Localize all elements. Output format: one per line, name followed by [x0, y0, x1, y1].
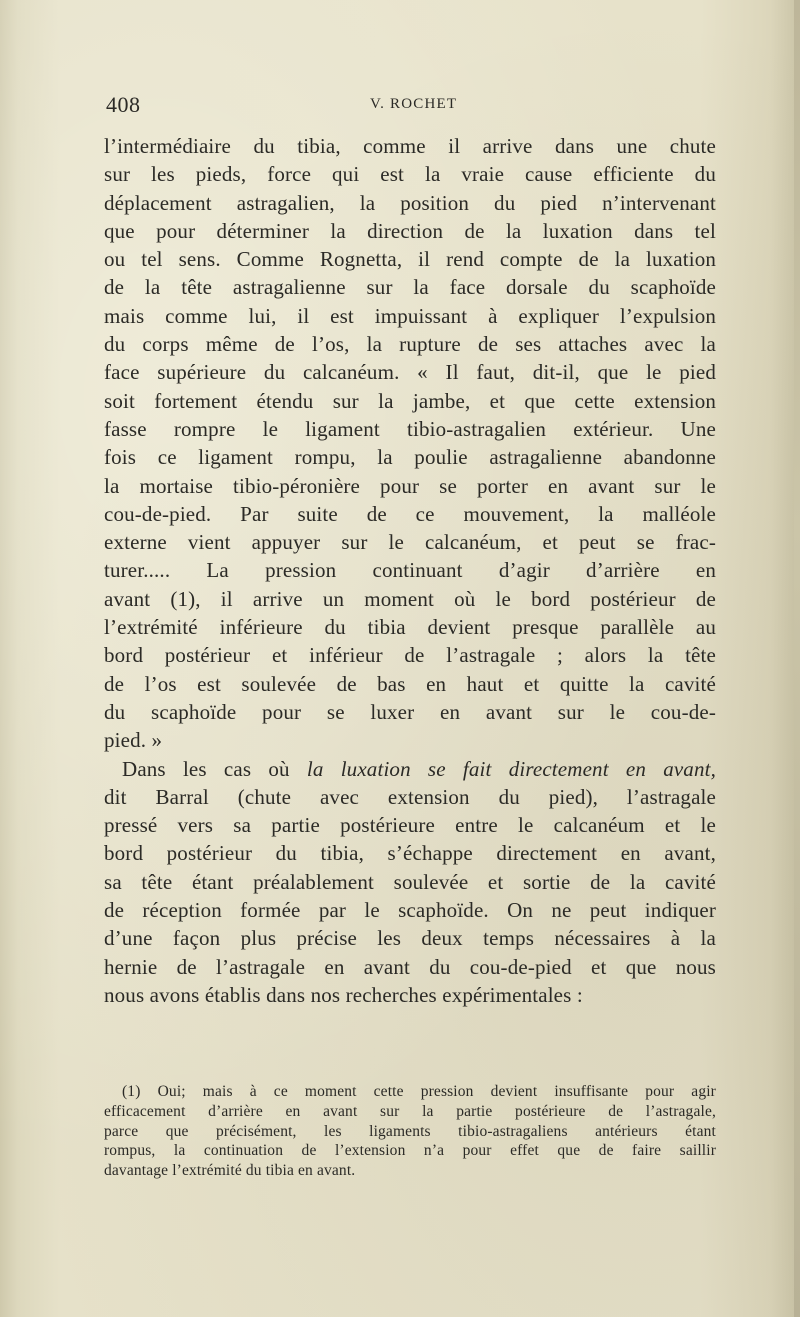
text-line: nous avons établis dans nos recherches expérimentales :: [104, 982, 583, 1007]
footnote-line: (1) Oui; mais à ce moment cette pression devient insuffisante pour agir: [122, 1083, 716, 1100]
text-line: cou-de-pied. Par suite de ce mouvement, la malléole: [104, 501, 716, 526]
text-line: sa tête étant préalablement soulevée et sortie de la cavité: [104, 869, 716, 894]
text-line: de l’os est soulevée de bas en haut et quitte la cavité: [104, 671, 716, 696]
text-line: la mortaise tibio-péronière pour se porter en avant sur le: [104, 473, 716, 498]
text-line: fasse rompre le ligament tibio-astragalien extérieur. Une: [104, 416, 716, 441]
text-line: bord postérieur et inférieur de l’astragale ; alors la tête: [104, 643, 716, 668]
page-number: 408: [106, 92, 141, 117]
footnote-line: rompus, la continuation de l’extension n’a pour effet que de faire saillir: [104, 1142, 716, 1160]
main-text: [104, 132, 716, 1009]
paragraph-opening-line: [104, 755, 716, 783]
italic-phrase: la luxation se fait directement en avant,: [306, 756, 716, 781]
text-line: d’une façon plus précise les deux temps nécessaires à la: [104, 926, 716, 951]
text-line: mais comme lui, il est impuissant à expliquer l’expulsion: [104, 303, 716, 328]
text-line: face supérieure du calcanéum. « Il faut, dit-il, que le pied: [104, 360, 716, 385]
text-run: Dans les cas où: [122, 756, 307, 781]
footnote: [104, 1082, 716, 1181]
footnote-line: davantage l’extrémité du tibia en avant.: [104, 1162, 356, 1180]
text-line: l’intermédiaire du tibia, comme il arrive dans une chute: [104, 134, 716, 158]
footnote-line: parce que précisément, les ligaments tibio-astragaliens antérieurs étant: [104, 1122, 716, 1140]
text-line: soit fortement étendu sur la jambe, et que cette extension: [104, 388, 716, 413]
text-line: externe vient appuyer sur le calcanéum, et peut se frac-: [104, 530, 716, 555]
text-line: dit Barral (chute avec extension du pied), l’astragale: [104, 784, 716, 809]
text-line: sur les pieds, force qui est la vraie cause efficiente du: [104, 162, 716, 187]
page-header: [104, 92, 716, 120]
footnote-line: efficacement d’arrière en avant sur la partie postérieure de l’astragale,: [104, 1102, 716, 1120]
text-line: du corps même de l’os, la rupture de ses attaches avec la: [104, 332, 716, 357]
text-line: que pour déterminer la direction de la luxation dans tel: [104, 218, 716, 243]
text-line: turer..... La pression continuant d’agir d’arrière en: [104, 558, 716, 583]
text-line: bord postérieur du tibia, s’échappe directement en avant,: [104, 841, 716, 866]
text-line: l’extrémité inférieure du tibia devient presque parallèle au: [104, 615, 716, 640]
text-line: pressé vers sa partie postérieure entre le calcanéum et le: [104, 813, 716, 838]
text-line: du scaphoïde pour se luxer en avant sur le cou-de-: [104, 699, 716, 724]
text-line: hernie de l’astragale en avant du cou-de-pied et que nous: [104, 954, 716, 979]
text-line: avant (1), il arrive un moment où le bord postérieur de: [104, 586, 716, 611]
text-line: déplacement astragalien, la position du pied n’intervenant: [104, 190, 716, 215]
text-line: pied. »: [104, 728, 163, 753]
text-line: de la tête astragalienne sur la face dorsale du scaphoïde: [104, 275, 716, 300]
page-edge: [794, 0, 800, 1317]
text-line: ou tel sens. Comme Rognetta, il rend compte de la luxation: [104, 247, 716, 272]
running-head: V. ROCHET: [370, 96, 458, 112]
text-line: fois ce ligament rompu, la poulie astragalienne abandonne: [104, 445, 716, 470]
text-line: de réception formée par le scaphoïde. On ne peut indiquer: [104, 898, 716, 923]
